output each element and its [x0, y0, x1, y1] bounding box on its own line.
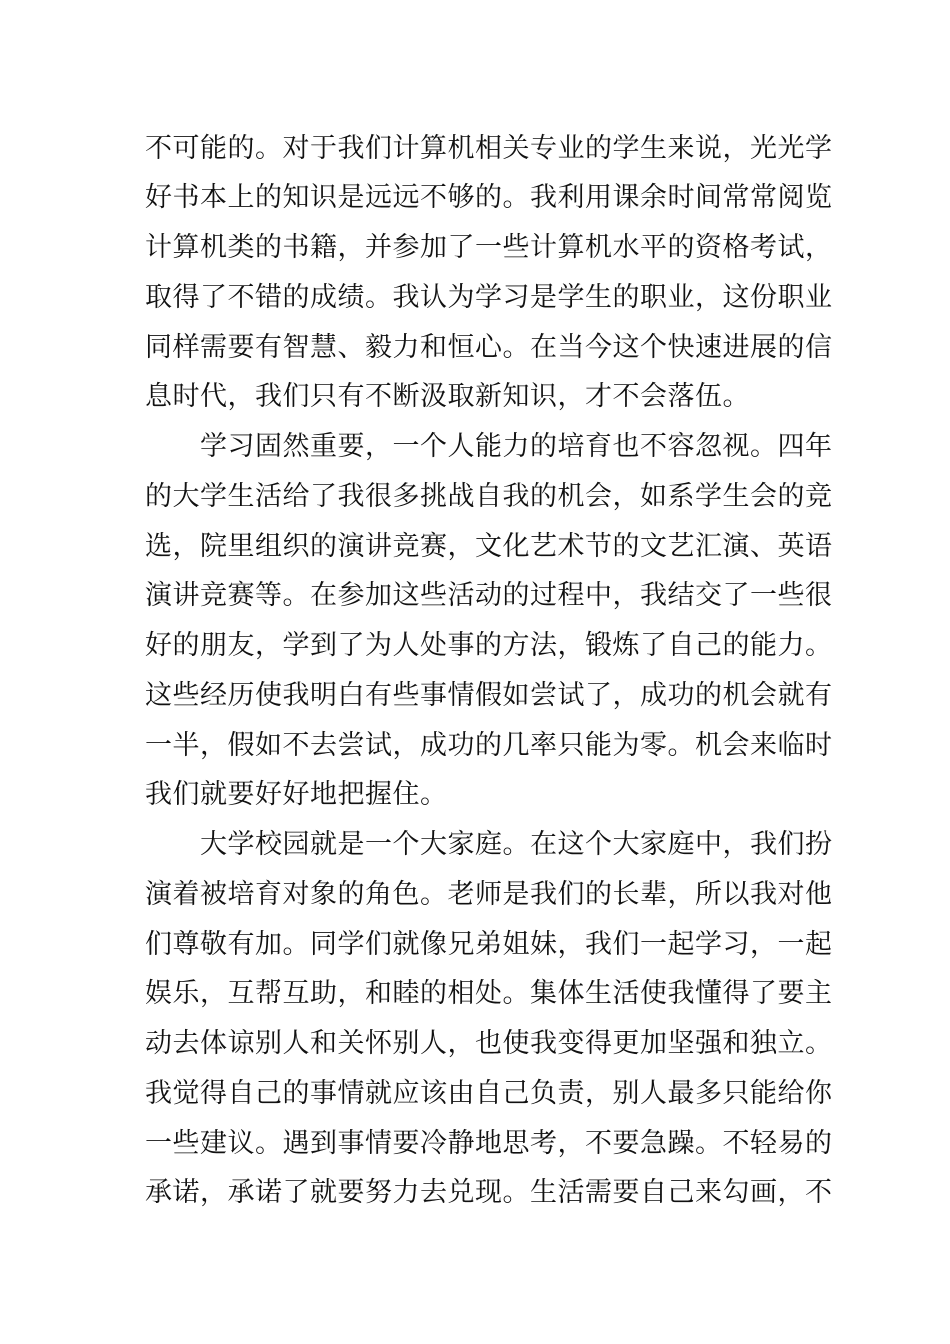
text-line: 我们就要好好地把握住。	[145, 779, 448, 810]
text-line: 好的朋友，学到了为人处事的方法，锻炼了自己的能力。	[145, 630, 833, 661]
text-line: 不可能的。对于我们计算机相关专业的学生来说，光光学	[145, 133, 833, 164]
text-line: 一半，假如不去尝试，成功的几率只能为零。机会来临时	[145, 730, 833, 761]
text-line: 选，院里组织的演讲竞赛，文化艺术节的文艺汇演、英语	[145, 531, 833, 562]
paragraph-first-line: 学习固然重要，一个人能力的培育也不容忽视。四年	[200, 431, 833, 462]
text-line: 我觉得自己的事情就应该由自己负责，别人最多只能给你	[145, 1078, 833, 1109]
text-line: 的大学生活给了我很多挑战自我的机会，如系学生会的竞	[145, 481, 833, 512]
text-line: 娱乐，互帮互助，和睦的相处。集体生活使我懂得了要主	[145, 978, 833, 1009]
text-line: 们尊敬有加。同学们就像兄弟姐妹，我们一起学习，一起	[145, 929, 833, 960]
text-line: 动去体谅别人和关怀别人，也使我变得更加坚强和独立。	[145, 1028, 833, 1059]
text-line: 一些建议。遇到事情要冷静地思考，不要急躁。不轻易的	[145, 1128, 833, 1159]
text-line: 这些经历使我明白有些事情假如尝试了，成功的机会就有	[145, 680, 833, 711]
paragraph-first-line: 大学校园就是一个大家庭。在这个大家庭中，我们扮	[200, 829, 833, 860]
text-line: 取得了不错的成绩。我认为学习是学生的职业，这份职业	[145, 282, 833, 313]
text-line: 演讲竞赛等。在参加这些活动的过程中，我结交了一些很	[145, 580, 833, 611]
text-line: 好书本上的知识是远远不够的。我利用课余时间常常阅览	[145, 182, 833, 213]
text-line: 同样需要有智慧、毅力和恒心。在当今这个快速进展的信	[145, 332, 833, 363]
text-line: 息时代，我们只有不断汲取新知识，才不会落伍。	[145, 381, 750, 412]
text-line: 演着被培育对象的角色。老师是我们的长辈，所以我对他	[145, 879, 833, 910]
text-line: 承诺，承诺了就要努力去兑现。生活需要自己来勾画，不	[145, 1177, 833, 1208]
text-line: 计算机类的书籍，并参加了一些计算机水平的资格考试，	[145, 232, 833, 263]
